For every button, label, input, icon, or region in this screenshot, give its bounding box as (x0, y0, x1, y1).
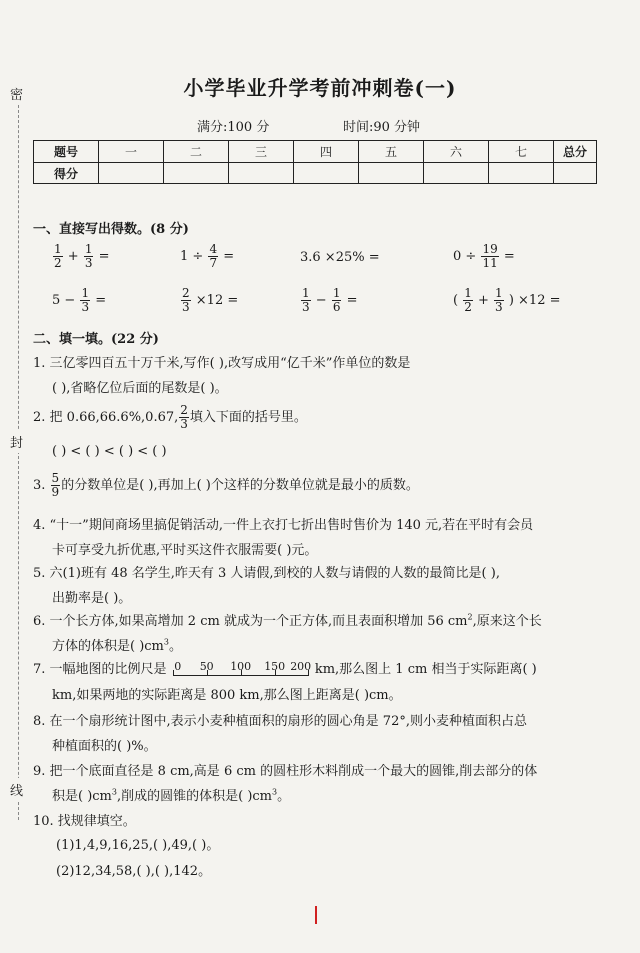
calc-item-c: 3.6 ×25% = (300, 250, 380, 265)
q2-line2: ( ) < ( ) < ( ) < ( ) (52, 444, 167, 459)
q5-line1: 5. 六(1)班有 48 名学生,昨天有 3 人请假,到校的人数与请假的人数的最简比是( ), (33, 566, 500, 581)
score-input-cell[interactable] (554, 163, 597, 184)
q9-line2: 积是( )$cm^3$,削成的圆锥的体积是( )$cm^3$。 (52, 787, 291, 804)
score-cell: 五 (359, 141, 424, 163)
section1-heading: 一、直接写出得数。(8 分) (33, 222, 189, 237)
full-score: 满分:100 分 (197, 120, 270, 135)
q2-line1: 2. 把 0.66,66.6%,0.67, $\frac{2}{3}$ 填入下面的括号里。 (33, 403, 307, 431)
score-cell: 二 (164, 141, 229, 163)
map-scale-bar: 0 50 100 150 200 (171, 662, 311, 678)
calc-item-d: 0 ÷ $\frac{19}{11}$ = (453, 242, 515, 270)
side-char-feng: 封 (10, 430, 23, 453)
score-cell: 七 (489, 141, 554, 163)
side-char-mi: 密 (10, 82, 23, 105)
red-mark (315, 906, 317, 924)
score-cell: 三 (229, 141, 294, 163)
score-input-cell[interactable] (359, 163, 424, 184)
q7-line1: 7. 一幅地图的比例尺是 0 50 100 150 200 km,那么图上 1 cm 相当于实际距离( ) (33, 659, 537, 677)
q10-heading: 10. 找规律填空。 (33, 814, 136, 829)
score-cell: 六 (424, 141, 489, 163)
q6-line1: 6. 一个长方体,如果高增加 2 cm 就成为一个正方体,而且表面积增加 56 $cm^2$,原来这个长 (33, 612, 542, 629)
q1-line2: ( ),省略亿位后面的尾数是( )。 (52, 381, 228, 396)
q4-line2: 卡可享受九折优惠,平时买这件衣服需要( )元。 (52, 543, 318, 558)
score-table-score-row (34, 163, 597, 184)
score-input-cell[interactable] (229, 163, 294, 184)
q5-line2: 出勤率是( )。 (52, 591, 132, 606)
score-input-cell[interactable] (489, 163, 554, 184)
q8-line1: 8. 在一个扇形统计图中,表示小麦种植面积的扇形的圆心角是 72°,则小麦种植面积占总 (33, 714, 527, 729)
page-title: 小学毕业升学考前冲刺卷(一) (183, 76, 457, 100)
calc-item-e: 5 − $\frac{1}{3}$ = (52, 286, 107, 314)
q3-line: 3. $\frac{5}{9}$ 的分数单位是( ),再加上( )个这样的分数单位就是最小的质数。 (33, 471, 419, 499)
q10-part2: (2)12,34,58,( ),( ),142。 (56, 864, 212, 879)
score-cell: 题号 (34, 141, 99, 163)
time-limit: 时间:90 分钟 (343, 120, 421, 135)
calc-item-h: ( $\frac{1}{2}$ + $\frac{1}{3}$ ) ×12 = (453, 286, 561, 314)
side-char-xian: 线 (10, 778, 23, 801)
calc-item-f: $\frac{2}{3}$ ×12 = (182, 286, 239, 314)
q6-line2: 方体的体积是( )$cm^3$。 (52, 637, 182, 654)
binding-line (18, 100, 19, 820)
score-cell: 四 (294, 141, 359, 163)
q9-line1: 9. 把一个底面直径是 8 cm,高是 6 cm 的圆柱形木料削成一个最大的圆锥,削去部分的体 (33, 764, 538, 779)
q4-line1: 4. “十一”期间商场里搞促销活动,一件上衣打七折出售时售价为 140 元,若在平时有会员 (33, 518, 534, 533)
score-cell: 一 (99, 141, 164, 163)
q10-part1: (1)1,4,9,16,25,( ),49,( )。 (56, 838, 220, 853)
section2-heading: 二、填一填。(22 分) (33, 332, 159, 347)
q1-line1: 1. 三亿零四百五十万千米,写作( ),改写成用“亿千米”作单位的数是 (33, 356, 411, 371)
score-input-cell[interactable] (424, 163, 489, 184)
calc-item-g: $\frac{1}{3}$ − $\frac{1}{6}$ = (302, 286, 358, 314)
score-table-header-row (34, 141, 597, 163)
q7-line2: km,如果两地的实际距离是 800 km,那么图上距离是( )cm。 (52, 688, 402, 703)
calc-item-b: 1 ÷ $\frac{4}{7}$ = (180, 242, 235, 270)
score-cell: 总分 (554, 141, 597, 163)
q8-line2: 种植面积的( )%。 (52, 739, 157, 754)
calc-item-a: $\frac{1}{2}$ + $\frac{1}{3}$ = (54, 242, 110, 270)
score-table (33, 140, 597, 184)
score-input-cell[interactable] (99, 163, 164, 184)
score-input-cell[interactable] (164, 163, 229, 184)
score-label: 得分 (34, 163, 99, 184)
score-input-cell[interactable] (294, 163, 359, 184)
